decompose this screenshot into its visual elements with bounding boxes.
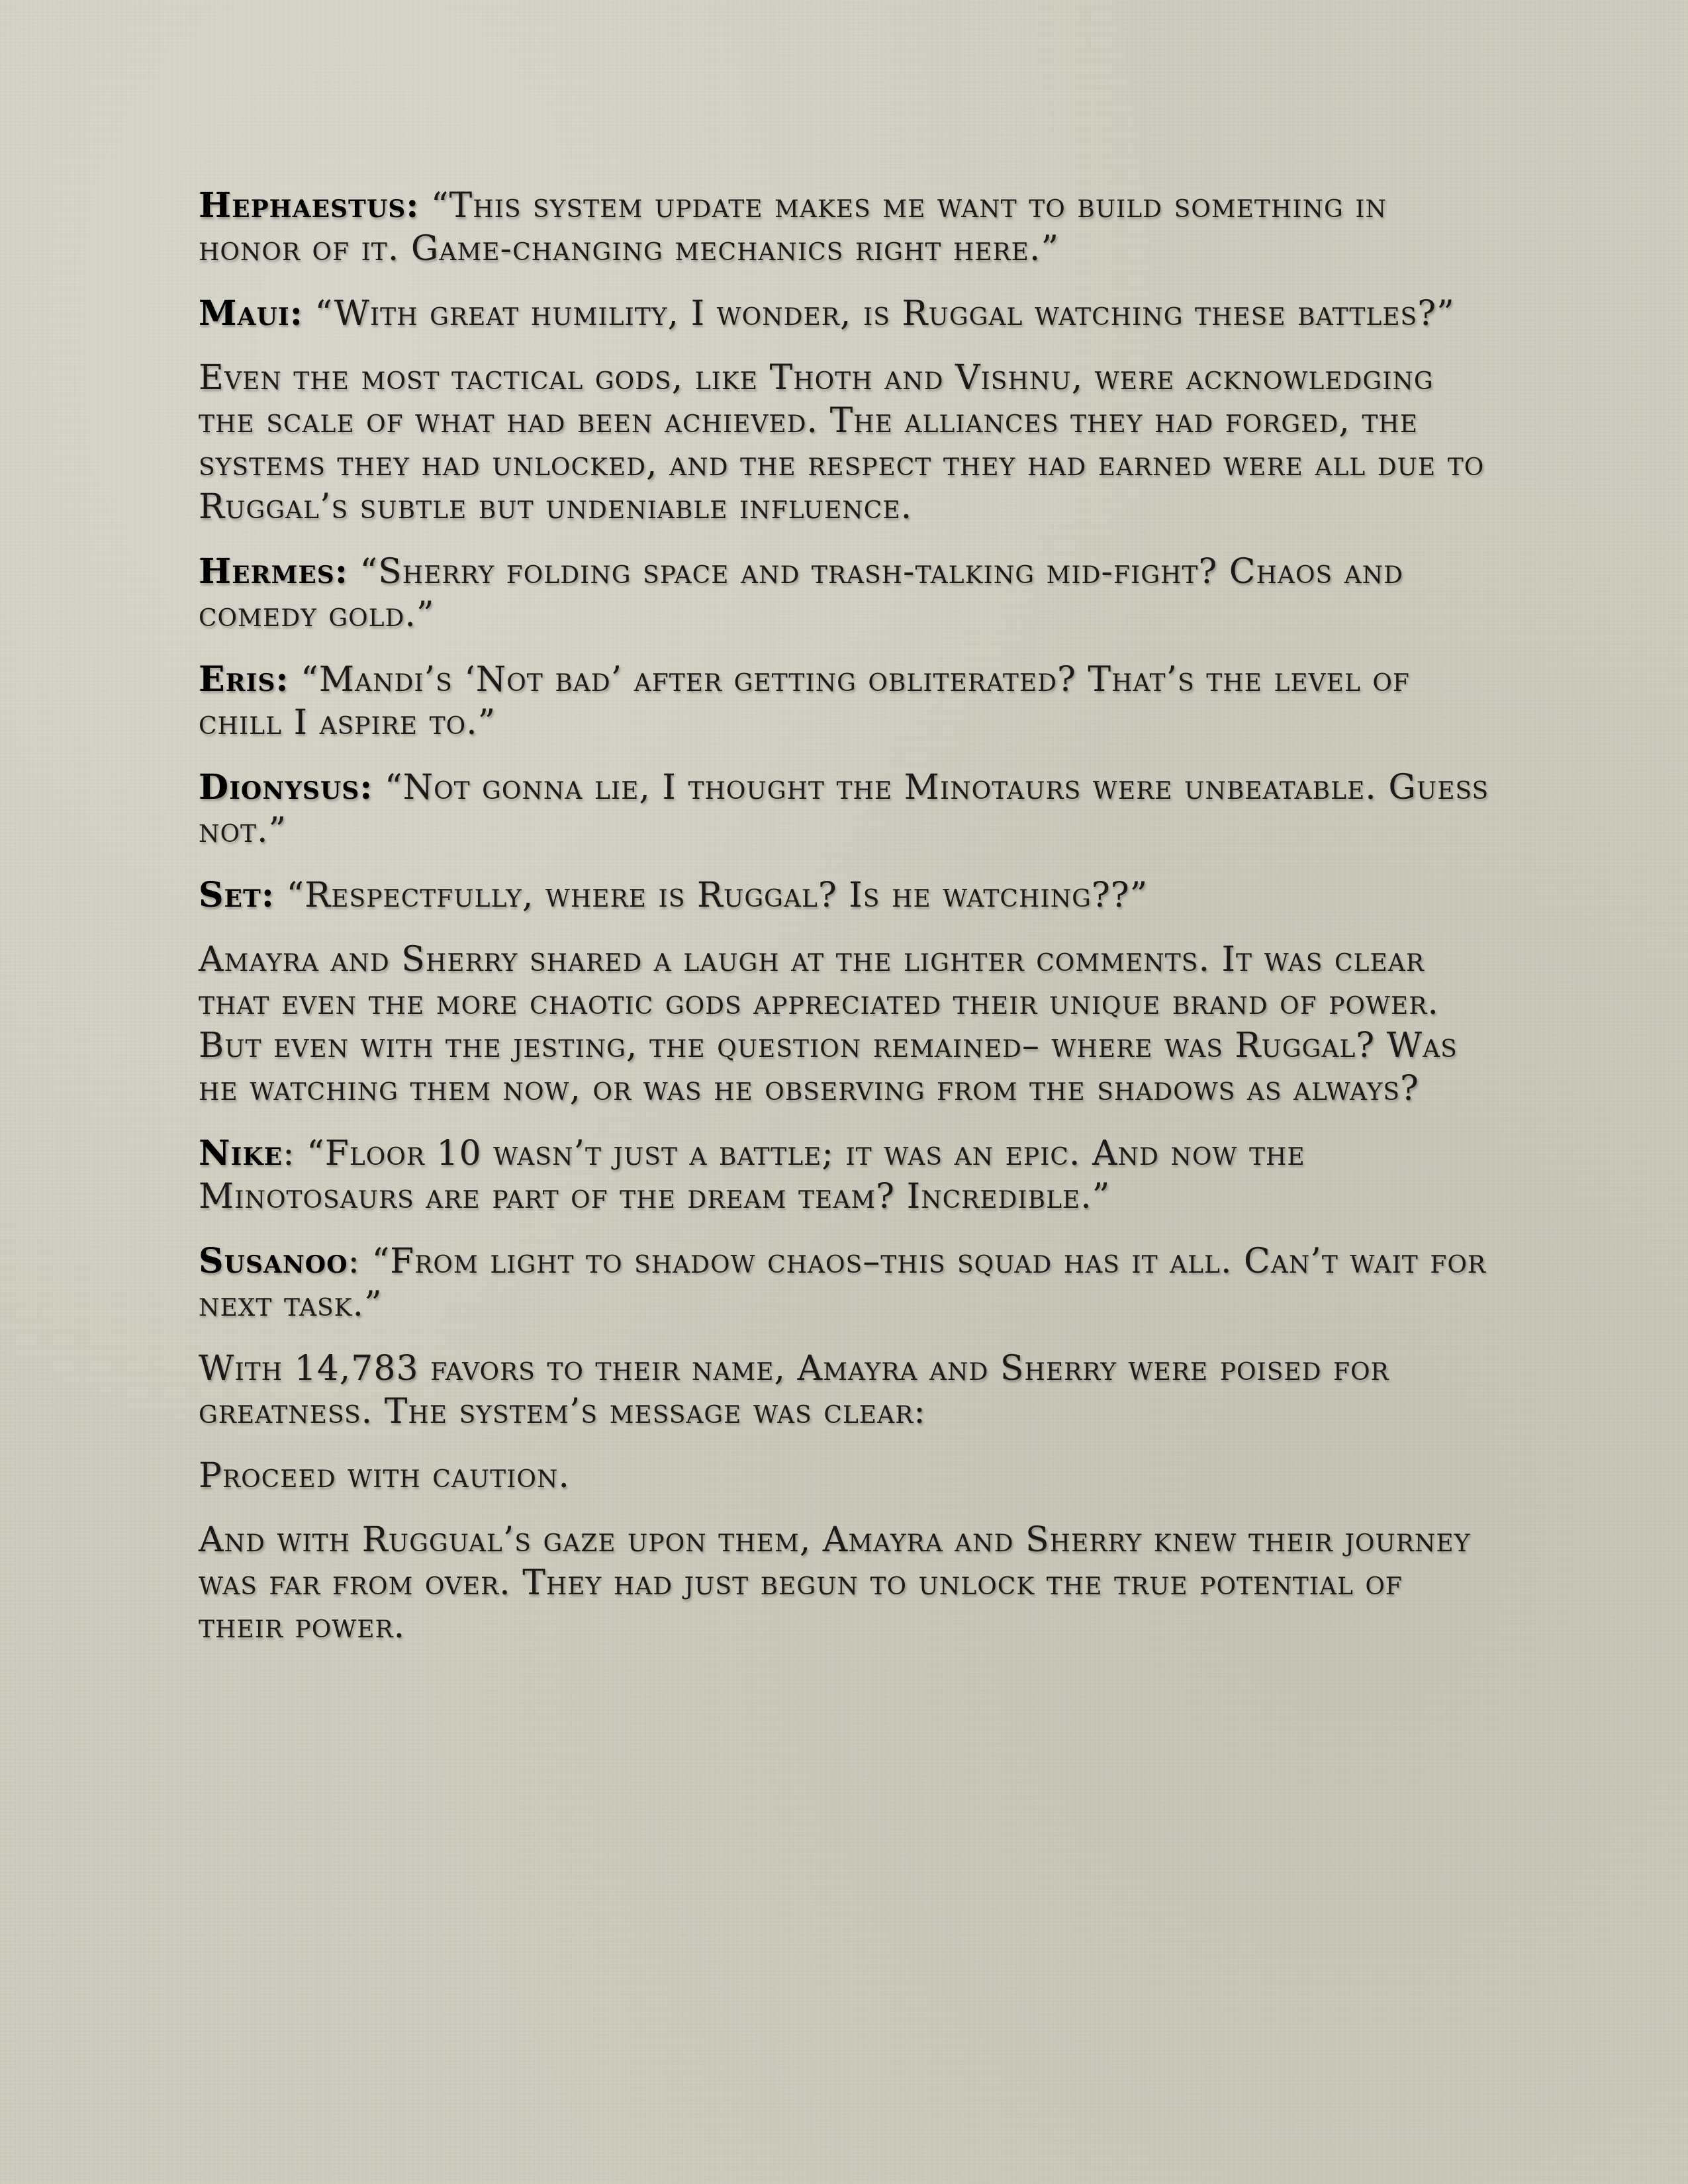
narration-paragraph <box>199 1347 1496 1433</box>
narration-text: With 14,783 favors to their name, Amayra and Sherry were poised for greatness. The system’s message was clear: <box>199 1349 1389 1432</box>
speaker-name: Set: <box>199 875 275 915</box>
speaker-name: Maui: <box>199 293 303 334</box>
dialogue-text: “Not gonna lie, I thought the Minotaurs were unbeatable. Guess not.” <box>199 768 1489 850</box>
narration-paragraph <box>199 1519 1496 1648</box>
narration-text: Amayra and Sherry shared a laugh at the lighter comments. It was clear that even the more chaotic gods appreciated their unique brand of power. But even with the jesting, the question remained– where was Ruggal? Was he watching them now, or was he observing from the shadows as always? <box>199 940 1458 1109</box>
speaker-name: Susanoo <box>199 1241 348 1281</box>
dialogue-text: : “From light to shadow chaos–this squad has it all. Can’t wait for next task.” <box>199 1242 1486 1324</box>
speaker-name: Hephaestus: <box>199 185 420 226</box>
dialogue-dionysus <box>199 766 1496 852</box>
speaker-name: Eris: <box>199 659 289 700</box>
dialogue-set <box>199 874 1496 917</box>
dialogue-maui <box>199 292 1496 336</box>
dialogue-hephaestus <box>199 184 1496 271</box>
dialogue-hermes <box>199 550 1496 637</box>
narration-text: Proceed with caution. <box>199 1456 570 1496</box>
narration-paragraph <box>199 357 1496 529</box>
dialogue-text: “This system update makes me want to build something in honor of it. Game-changing mechanics right here.” <box>199 186 1387 269</box>
speaker-name: Hermes: <box>199 551 348 592</box>
dialogue-eris <box>199 658 1496 745</box>
dialogue-susanoo <box>199 1240 1496 1326</box>
document-body <box>199 184 1496 1669</box>
narration-paragraph <box>199 938 1496 1111</box>
dialogue-text: “Sherry folding space and trash-talking mid-fight? Chaos and comedy gold.” <box>199 552 1404 635</box>
dialogue-text: : “Floor 10 wasn’t just a battle; it was an epic. And now the Minotosaurs are part of the dream team? Incredible.” <box>199 1134 1305 1216</box>
speaker-name: Dionysus: <box>199 767 373 807</box>
dialogue-text: “Respectfully, where is Ruggal? Is he watching??” <box>274 876 1149 915</box>
speaker-name: Nike <box>199 1133 283 1173</box>
dialogue-text: “Mandi’s ‘Not bad’ after getting obliterated? That’s the level of chill I aspire to.” <box>199 660 1410 743</box>
narration-text: Even the most tactical gods, like Thoth and Vishnu, were acknowledging the scale of what had been achieved. The alliances they had forged, the systems they had unlocked, and the respect they had earned were all due to Ruggal’s subtle but undeniable influence. <box>199 358 1485 527</box>
narration-text: And with Ruggual’s gaze upon them, Amayra and Sherry knew their journey was far from over. They had just begun to unlock the true potential of their power. <box>199 1520 1471 1646</box>
dialogue-text: “With great humility, I wonder, is Ruggal watching these battles?” <box>303 294 1455 334</box>
narration-paragraph <box>199 1455 1496 1498</box>
dialogue-nike <box>199 1132 1496 1218</box>
